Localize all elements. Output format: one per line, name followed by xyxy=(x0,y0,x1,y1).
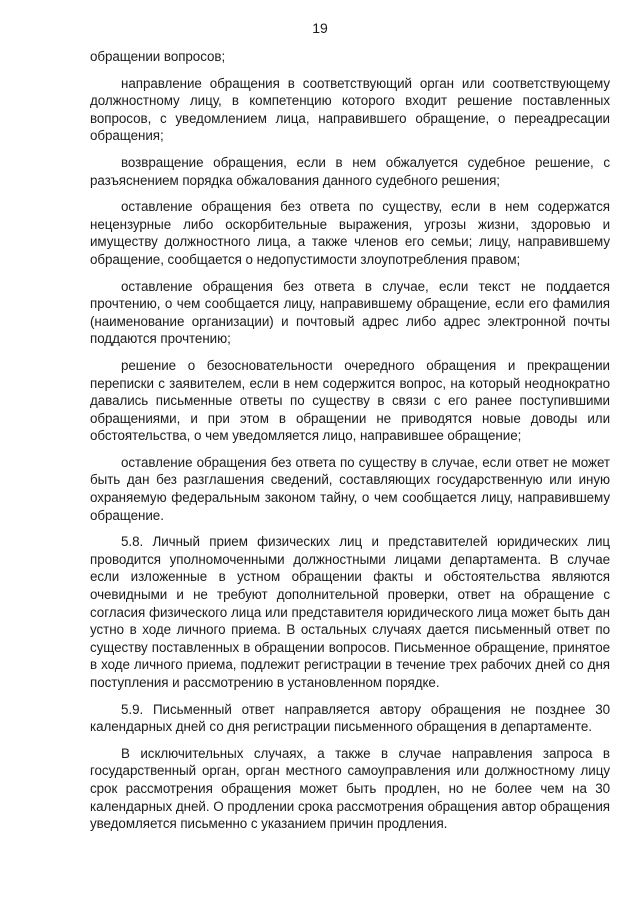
paragraph-unreadable: оставление обращения без ответа в случае, если текст не поддается прочтению, о чем сообщается лицу, направившему обращение, если его фамилия (наименование организации) и почтовый адрес либо адрес электронной почты поддаются прочтению; xyxy=(90,278,610,347)
paragraph-repeated: решение о безосновательности очередного обращения и прекращении переписки с заявителем, если в нем содержится вопрос, на который неоднократно давались письменные ответы по существу в связи с его ранее поступившими обращениями, и при этом в обращении не приводятся новые доводы или обстоятельства, о чем уведомляется лицо, направившее обращение; xyxy=(90,357,610,444)
document-body xyxy=(90,48,610,842)
paragraph-redirect: направление обращения в соответствующий орган или соответствующему должностному лицу, в компетенцию которого входит решение поставленных вопросов, с уведомлением лица, направившего обращение, о переадресации обращения; xyxy=(90,75,610,144)
page-number: 19 xyxy=(312,20,328,36)
paragraph-return: возвращение обращения, если в нем обжалуется судебное решение, с разъяснением порядка обжалования данного судебного решения; xyxy=(90,154,610,188)
paragraph-continuation: обращении вопросов; xyxy=(90,49,226,64)
paragraph-secret: оставление обращения без ответа по существу в случае, если ответ не может быть дан без разглашения сведений, составляющих государственную или иную охраняемую федеральным законом тайну, о чем сообщается лицу, направившему обращение. xyxy=(90,454,610,523)
paragraph-5-9: 5.9. Письменный ответ направляется автору обращения не позднее 30 календарных дней со дня регистрации письменного обращения в департаменте. xyxy=(90,701,610,735)
paragraph-offensive: оставление обращения без ответа по существу, если в нем содержатся нецензурные либо оскорбительные выражения, угрозы жизни, здоровью и имуществу должностного лица, а также членов его семьи; лицу, направившему обращение, сообщается о недопустимости злоупотребления правом; xyxy=(90,199,610,267)
paragraph-5-8: 5.8. Личный прием физических лиц и представителей юридических лиц проводится уполномоченными должностными лицами департамента. В случае если изложенные в устном обращении факты и обстоятельства являются очевидными и не требуют дополнительной проверки, ответ на обращение с согласия физического лица или представителя юридического лица может быть дан устно в ходе личного приема. В остальных случаях дается письменный ответ по существу поставленных в обращении вопросов. Письменное обращение, принятое в ходе личного приема, подлежит регистрации в течение трех рабочих дней со дня поступления и рассмотрению в установленном порядке. xyxy=(90,534,610,690)
paragraph-extension: В исключительных случаях, а также в случае направления запроса в государственный орган, орган местного самоуправления или должностному лицу срок рассмотрения обращения может быть продлен, но не более чем на 30 календарных дней. О продлении срока рассмотрения обращения автор обращения уведомляется письменно с указанием причин продления. xyxy=(90,745,610,832)
